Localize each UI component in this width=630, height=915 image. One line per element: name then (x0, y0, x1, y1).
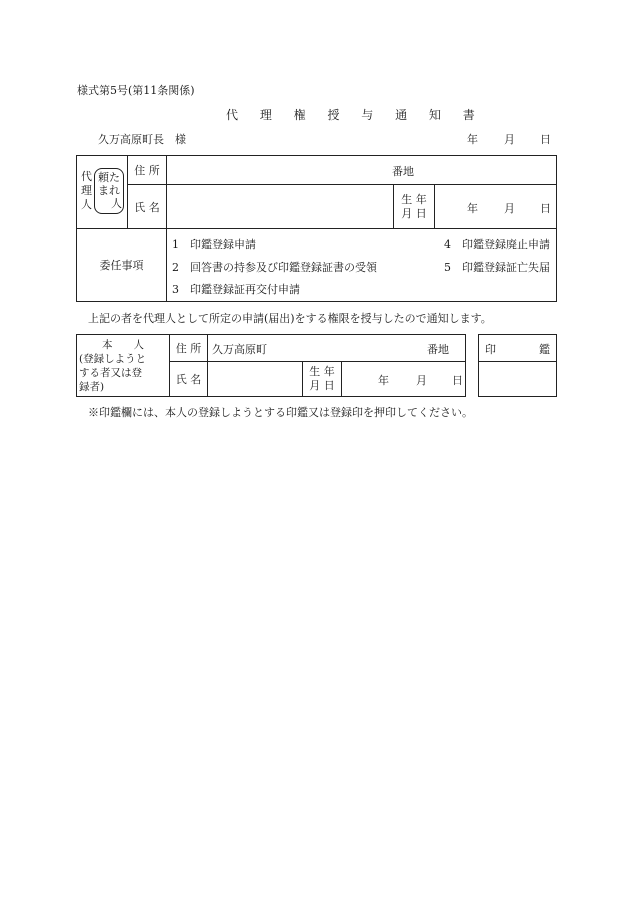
principal-name-field[interactable] (208, 362, 303, 397)
principal-birth-label-2: 月 日 (309, 379, 335, 392)
delegation-item-4: 4 印鑑登録廃止申請 (444, 238, 550, 251)
addressee: 久万高原町長 様 (98, 133, 186, 146)
seal-table (478, 334, 557, 397)
agent-table (76, 155, 557, 302)
footnote: ※印鑑欄には、本人の登録しようとする印鑑又は登録印を押印してください。 (88, 406, 473, 419)
agent-label-3: 人 (81, 198, 92, 211)
principal-birth-month: 月 (416, 374, 427, 387)
delegation-item-1: 1 印鑑登録申請 (172, 238, 256, 251)
agent-sub-label-2: まれ (98, 184, 120, 197)
agent-name-label: 氏 名 (128, 185, 167, 229)
date-day: 日 (540, 133, 551, 146)
principal-address-value: 久万高原町 (212, 343, 267, 356)
delegation-label: 委任事項 (77, 229, 167, 302)
agent-birth-day: 日 (540, 202, 551, 215)
principal-birth-year: 年 (378, 374, 389, 387)
agent-label-2: 理 (81, 184, 92, 197)
agent-birth-label (394, 185, 435, 229)
agent-sub-label-1: 頼た (98, 171, 120, 184)
agent-address-label: 住 所 (128, 156, 167, 185)
principal-address-field[interactable] (208, 335, 466, 362)
principal-birth-label-1: 生 年 (309, 365, 335, 378)
principal-birth-field[interactable] (342, 362, 466, 397)
agent-birth-year: 年 (467, 202, 478, 215)
agent-label-cell (77, 156, 128, 229)
principal-label-4: 録者) (79, 380, 105, 393)
principal-address-label: 住 所 (170, 335, 208, 362)
principal-birth-day: 日 (452, 374, 463, 387)
agent-name-field[interactable] (167, 185, 394, 229)
principal-label-cell (77, 335, 170, 397)
statement: 上記の者を代理人として所定の申請(届出)をする権限を授与したので通知します。 (88, 312, 492, 325)
agent-address-suffix: 番地 (392, 165, 414, 178)
delegation-item-5: 5 印鑑登録証亡失届 (444, 261, 550, 274)
seal-stamp-area[interactable] (479, 362, 557, 397)
principal-birth-label (303, 362, 342, 397)
seal-label-cell (479, 335, 557, 362)
agent-birth-field[interactable] (435, 185, 557, 229)
date-year: 年 (467, 133, 478, 146)
agent-birth-month: 月 (504, 202, 515, 215)
delegation-item-3: 3 印鑑登録証再交付申請 (172, 283, 300, 296)
seal-label-2: 鑑 (539, 343, 550, 356)
delegation-items (167, 229, 557, 302)
agent-label-1: 代 (81, 170, 92, 183)
document-title: 代 理 権 授 与 通 知 書 (226, 108, 484, 122)
agent-sub-label-3: 人 (111, 197, 122, 210)
agent-birth-label-2: 月 日 (401, 206, 427, 220)
form-number: 様式第5号(第11条関係) (77, 84, 195, 97)
principal-table (76, 334, 466, 397)
principal-name-label: 氏 名 (170, 362, 208, 397)
agent-address-field[interactable] (167, 156, 557, 185)
agent-birth-label-1: 生 年 (401, 192, 427, 206)
principal-label-2: (登録しようと (79, 352, 147, 365)
principal-label-3: する者又は登 (79, 366, 142, 379)
seal-label-1: 印 (485, 343, 496, 356)
date-month: 月 (504, 133, 515, 146)
principal-address-suffix: 番地 (427, 343, 449, 356)
principal-label-1: 本 人 (102, 338, 144, 351)
delegation-item-2: 2 回答書の持参及び印鑑登録証書の受領 (172, 261, 377, 274)
